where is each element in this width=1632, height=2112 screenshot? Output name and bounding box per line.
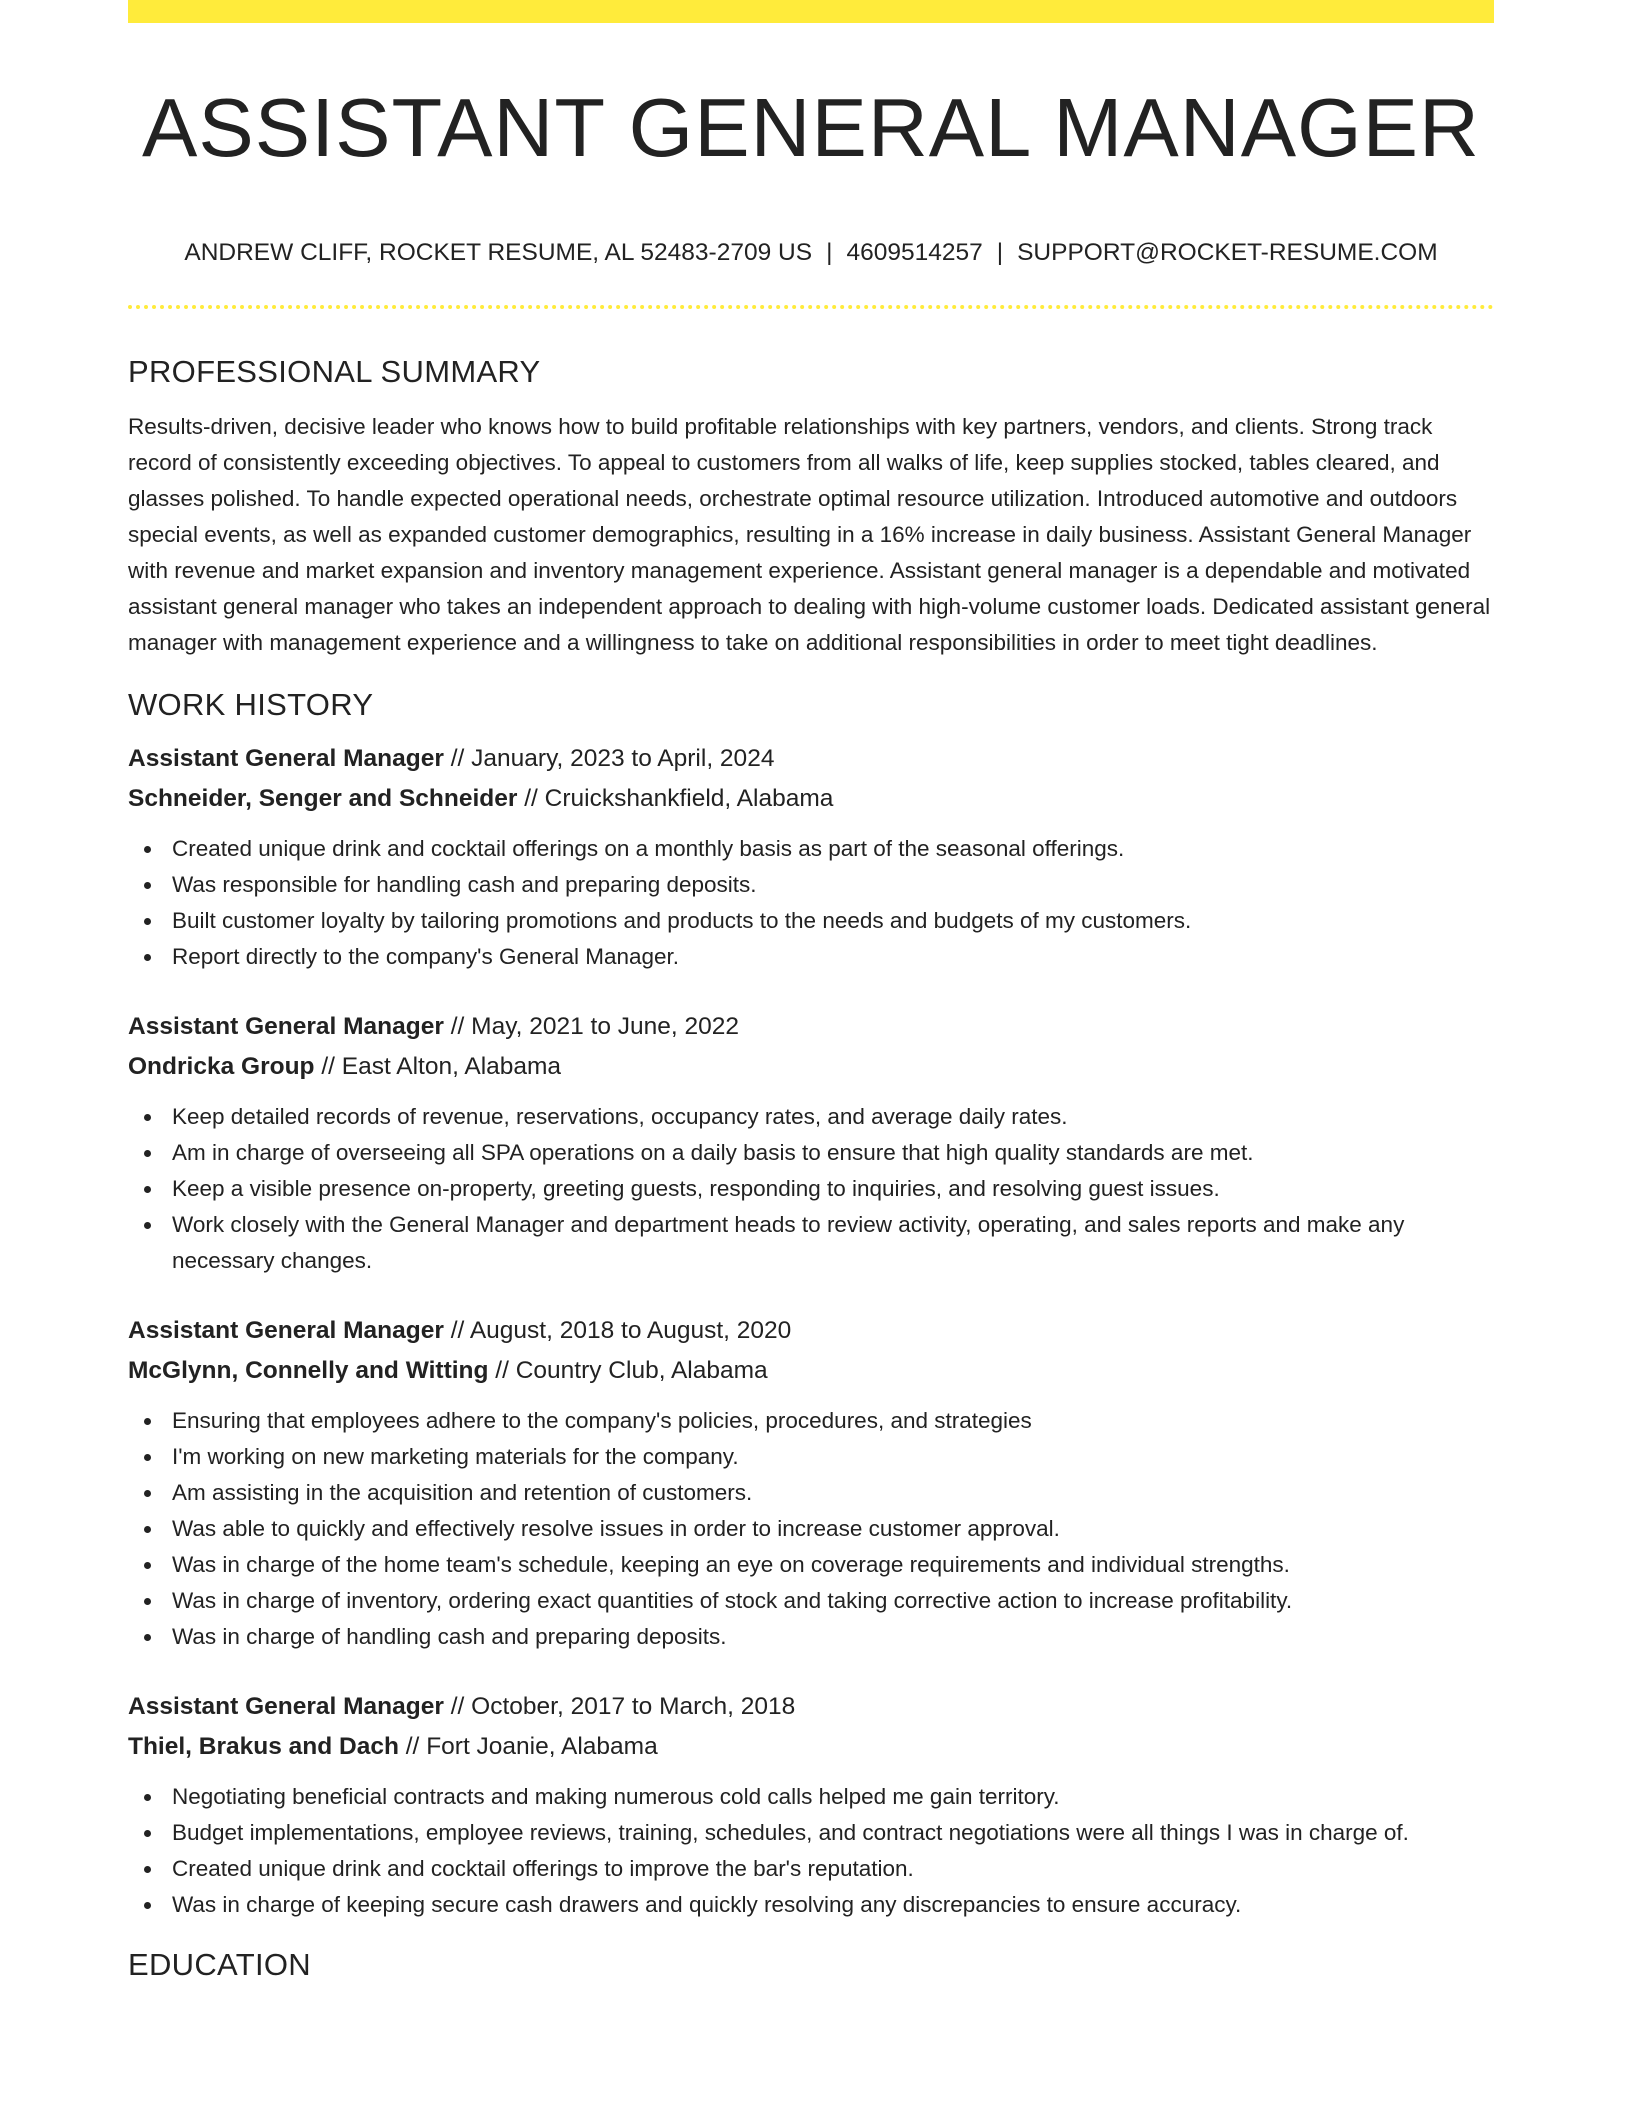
contact-separator: | (826, 239, 833, 266)
bullet-icon (144, 882, 151, 889)
job-location: East Alton, Alabama (341, 1053, 562, 1080)
bullet-icon (144, 1562, 151, 1569)
bullet-icon (144, 1902, 151, 1909)
duty-text: Am assisting in the acquisition and retention of customers. (172, 1480, 753, 1505)
job-company-line (128, 1351, 1494, 1391)
job-divider: // (450, 1693, 465, 1720)
section-heading-work-history: WORK HISTORY (128, 687, 374, 722)
duty-text: Was in charge of the home team's schedule, keeping an eye on coverage requirements and individual strengths. (172, 1552, 1290, 1577)
job-entry (128, 1311, 1494, 1655)
duty-item (172, 1439, 1494, 1475)
duty-text: Report directly to the company's General Manager. (172, 944, 680, 969)
bullet-icon (144, 1454, 151, 1461)
duty-item (172, 1815, 1494, 1851)
duty-item (172, 1207, 1494, 1279)
bullet-icon (144, 1830, 151, 1837)
duty-text: Was in charge of handling cash and preparing deposits. (172, 1624, 727, 1649)
duty-item (172, 1475, 1494, 1511)
job-duties-list (128, 831, 1494, 975)
job-title-line (128, 1311, 1494, 1351)
duty-text: Was able to quickly and effectively resolve issues in order to increase customer approval. (172, 1516, 1060, 1541)
contact-phone: 4609514257 (846, 239, 983, 266)
job-divider: // (405, 1733, 420, 1760)
job-location: Country Club, Alabama (515, 1357, 768, 1384)
job-title: Assistant General Manager (128, 1693, 444, 1720)
job-entry (128, 1007, 1494, 1279)
duty-text: Created unique drink and cocktail offerings to improve the bar's reputation. (172, 1856, 914, 1881)
resume-body (128, 352, 1494, 1985)
accent-top-bar (128, 0, 1494, 23)
duty-text: I'm working on new marketing materials for the company. (172, 1444, 739, 1469)
bullet-icon (144, 918, 151, 925)
duty-item (172, 1135, 1494, 1171)
job-company: Schneider, Senger and Schneider (128, 785, 518, 812)
duty-text: Created unique drink and cocktail offerings on a monthly basis as part of the seasonal offerings. (172, 836, 1125, 861)
bullet-icon (144, 1222, 151, 1229)
job-company-line (128, 1047, 1494, 1087)
duty-text: Was in charge of keeping secure cash drawers and quickly resolving any discrepancies to ensure accuracy. (172, 1892, 1242, 1917)
contact-separator: | (996, 239, 1004, 266)
job-company: McGlynn, Connelly and Witting (128, 1357, 489, 1384)
job-title: Assistant General Manager (128, 1317, 444, 1344)
duty-item (172, 1583, 1494, 1619)
duty-item (172, 1779, 1494, 1815)
job-divider: // (450, 1317, 465, 1344)
contact-line (128, 236, 1494, 270)
duty-item (172, 1851, 1494, 1887)
duty-text: Ensuring that employees adhere to the company's policies, procedures, and strategies (172, 1408, 1032, 1433)
duty-text: Was responsible for handling cash and preparing deposits. (172, 872, 757, 897)
job-dates: May, 2021 to June, 2022 (471, 1013, 740, 1040)
job-title: Assistant General Manager (128, 745, 444, 772)
job-company: Thiel, Brakus and Dach (128, 1733, 399, 1760)
job-divider: // (495, 1357, 509, 1384)
job-divider: // (450, 1013, 465, 1040)
bullet-icon (144, 1150, 151, 1157)
job-entry (128, 1687, 1494, 1923)
job-title-line (128, 739, 1494, 779)
summary-text: Results-driven, decisive leader who knows how to build profitable relationships with key partners, vendors, and clients. Strong track record of consistently exceeding objectives. To appeal to customers from all walks of life, keep supplies stocked, tables cleared, and glasses polished. To handle expected operational needs, orchestrate optimal resource utilization. Introduced automotive and outdoors special events, as well as expanded customer demographics, resulting in a 16% increase in daily business. Assistant General Manager with revenue and market expansion and inventory management experience. Assistant general manager is a dependable and motivated assistant general manager who takes an independent approach to dealing with high-volume customer loads. Dedicated assistant general manager with management experience and a willingness to take on additional responsibilities in order to meet tight deadlines. (128, 414, 1491, 655)
job-location: Cruickshankfield, Alabama (544, 785, 834, 812)
duty-item (172, 939, 1494, 975)
duty-item (172, 1619, 1494, 1655)
duty-text: Budget implementations, employee reviews, training, schedules, and contract negotiations were all things I was in charge of. (172, 1820, 1409, 1845)
section-heading-education: EDUCATION (128, 1947, 311, 1982)
duty-text: Built customer loyalty by tailoring promotions and products to the needs and budgets of my customers. (172, 908, 1192, 933)
section-heading-summary: PROFESSIONAL SUMMARY (128, 354, 541, 389)
bullet-icon (144, 1634, 151, 1641)
bullet-icon (144, 954, 151, 961)
bullet-icon (144, 1418, 151, 1425)
duty-item (172, 1547, 1494, 1583)
duty-item (172, 867, 1494, 903)
contact-address: ANDREW CLIFF, ROCKET RESUME, AL 52483-2709 US (184, 239, 813, 266)
job-dates: January, 2023 to April, 2024 (471, 745, 775, 772)
duty-text: Keep a visible presence on-property, greeting guests, responding to inquiries, and resolving guest issues. (172, 1176, 1220, 1201)
contact-email: SUPPORT@ROCKET-RESUME.COM (1017, 239, 1438, 266)
job-title-line (128, 1007, 1494, 1047)
duty-item (172, 1511, 1494, 1547)
bullet-icon (144, 1598, 151, 1605)
bullet-icon (144, 1186, 151, 1193)
job-company-line (128, 1727, 1494, 1767)
duty-item (172, 831, 1494, 867)
bullet-icon (144, 1490, 151, 1497)
job-divider: // (321, 1053, 335, 1080)
duty-text: Was in charge of inventory, ordering exact quantities of stock and taking corrective action to increase profitability. (172, 1588, 1293, 1613)
duty-text: Am in charge of overseeing all SPA operations on a daily basis to ensure that high quality standards are met. (172, 1140, 1254, 1165)
duty-text: Work closely with the General Manager and department heads to review activity, operating, and sales reports and make any necessary changes. (172, 1212, 1405, 1273)
duty-item (172, 1887, 1494, 1923)
bullet-icon (144, 1794, 151, 1801)
job-duties-list (128, 1779, 1494, 1923)
job-duties-list (128, 1403, 1494, 1655)
job-title: Assistant General Manager (128, 1013, 444, 1040)
duty-item (172, 1099, 1494, 1135)
header-divider (128, 305, 1494, 309)
bullet-icon (144, 1526, 151, 1533)
duty-text: Keep detailed records of revenue, reservations, occupancy rates, and average daily rates. (172, 1104, 1068, 1129)
job-divider: // (450, 745, 465, 772)
duty-text: Negotiating beneficial contracts and making numerous cold calls helped me gain territory. (172, 1784, 1060, 1809)
job-title-line (128, 1687, 1494, 1727)
job-duties-list (128, 1099, 1494, 1279)
duty-item (172, 1403, 1494, 1439)
bullet-icon (144, 846, 151, 853)
job-company: Ondricka Group (128, 1053, 315, 1080)
job-location: Fort Joanie, Alabama (426, 1733, 658, 1760)
duty-item (172, 903, 1494, 939)
duty-item (172, 1171, 1494, 1207)
job-company-line (128, 779, 1494, 819)
bullet-icon (144, 1866, 151, 1873)
job-dates: August, 2018 to August, 2020 (469, 1317, 792, 1344)
job-entry (128, 739, 1494, 975)
education-section (128, 1945, 1494, 1985)
work-history-section (128, 685, 1494, 1923)
professional-summary-section (128, 352, 1494, 661)
resume-title: ASSISTANT GENERAL MANAGER (142, 81, 1480, 174)
job-divider: // (524, 785, 538, 812)
job-dates: October, 2017 to March, 2018 (471, 1693, 796, 1720)
bullet-icon (144, 1114, 151, 1121)
